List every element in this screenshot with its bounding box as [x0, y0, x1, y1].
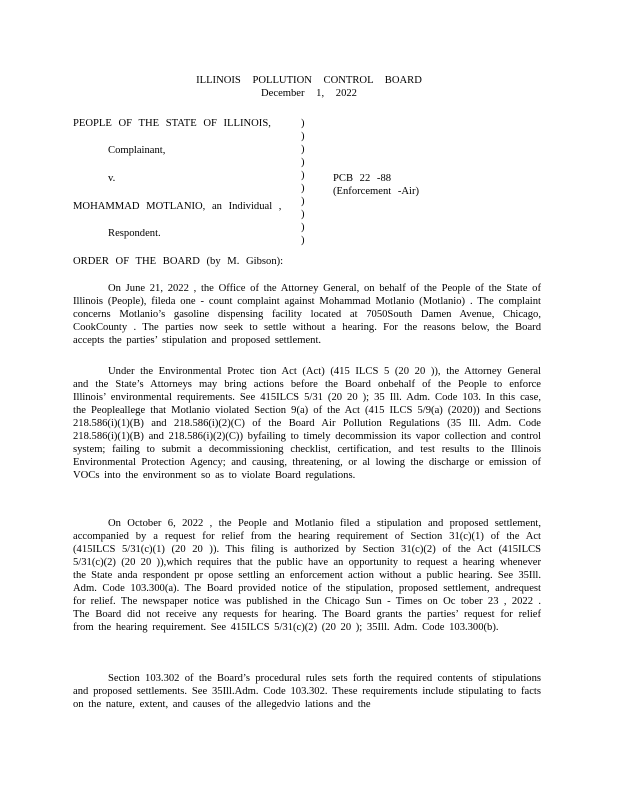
- caption-complainant: Complainant,: [108, 145, 166, 156]
- caption-paren: ): [301, 222, 305, 233]
- caption-versus: v.: [108, 173, 116, 184]
- board-title: ILLINOIS POLLUTION CONTROL BOARD: [196, 75, 422, 86]
- caption-paren: ): [301, 118, 305, 129]
- order-date: December 1, 2022: [261, 88, 357, 99]
- caption-paren: ): [301, 196, 305, 207]
- caption-paren: ): [301, 144, 305, 155]
- caption-respondent: Respondent.: [108, 228, 161, 239]
- caption-paren: ): [301, 183, 305, 194]
- caption-paren: ): [301, 157, 305, 168]
- paragraph-4: Section 103.302 of the Board’s procedural rules sets forth the required contents of stipulations and proposed settlements. See 35Ill.Adm. Code 103.302. These requirements include stipulating to facts on the nature, extent, and causes of the allegedvio lations and the: [73, 673, 541, 710]
- paragraph-2: Under the Environmental Protec tion Act (Act) (415 ILCS 5 (20 20 )), the Attorney General and the State’s Attorneys may bring actions before the Board onbehalf of the People to enforce Illinois’ environmental requirements. See 415ILCS 5/31 (20 20 ); 35 Ill. Adm. Code 103. In this case, the Peopleallege that Motlanio violated Section 9(a) of the Act (415 ILCS 5/9(a) (2020)) and Sections 218.586(i)(1)(B) and 218.586(i)(2)(C) of the Board Air Pollution Regulations (35 Ill. Adm. Code 218.586(i)(1)(B) and 218.586(i)(2)(C)) byfailing to timely decommission its vapor collection and control system; failing to submit a decommissioning checklist, certification, and test results to the Illinois Environmental Protection Agency; and causing, threatening, or al lowing the discharge or emission of VOCs into the environment so as to violate Board regulations.: [73, 366, 541, 481]
- case-number: PCB 22 -88: [333, 173, 392, 184]
- caption-paren: ): [301, 170, 305, 181]
- paragraph-1: On June 21, 2022 , the Office of the Attorney General, on behalf of the People of the State of Illinois (People), fileda one - count complaint against Mohammad Motlanio (Motlanio) . The complaint concerns Motlanio’s gasoline dispensing facility located at 7050South Damen Avenue, Chicago, CookCounty . The parties now seek to settle without a hearing. For the reasons below, the Board accepts the parties’ stipulation and proposed settlement.: [73, 283, 541, 346]
- case-type: (Enforcement -Air): [333, 186, 420, 197]
- caption-respondent-name: MOHAMMAD MOTLANIO, an Individual ,: [73, 201, 282, 212]
- caption-paren: ): [301, 235, 305, 246]
- caption-parentheses: [301, 117, 309, 247]
- caption-paren: ): [301, 131, 305, 142]
- paragraph-3: On October 6, 2022 , the People and Motlanio filed a stipulation and proposed settlement, accompanied by a request for relief from the hearing requirement of Section 31(c)(1) of the Act (415ILCS 5/31(c)(1) (20 20 )). This filing is authorized by Section 31(c)(2) of the Act (415ILCS 5/31(c)(2) (20 20 )),which requires that the public have an opportunity to request a hearing whenever the State anda respondent pr opose settling an enforcement action without a public hearing. See 35Ill. Adm. Code 103.300(a). The Board provided notice of the stipulation, proposed settlement, andrequest for relief. The newspaper notice was published in the Chicago Sun - Times on Oc tober 23 , 2022 . The Board did not receive any requests for hearing. The Board grants the parties’ request for relief from the hearing requirement. See 415ILCS 5/31(c)(2) (20 20 ); 35Ill. Adm. Code 103.300(b).: [73, 518, 541, 633]
- caption-paren: ): [301, 209, 305, 220]
- order-heading: ORDER OF THE BOARD (by M. Gibson):: [73, 256, 284, 267]
- caption-people: PEOPLE OF THE STATE OF ILLINOIS,: [73, 118, 271, 129]
